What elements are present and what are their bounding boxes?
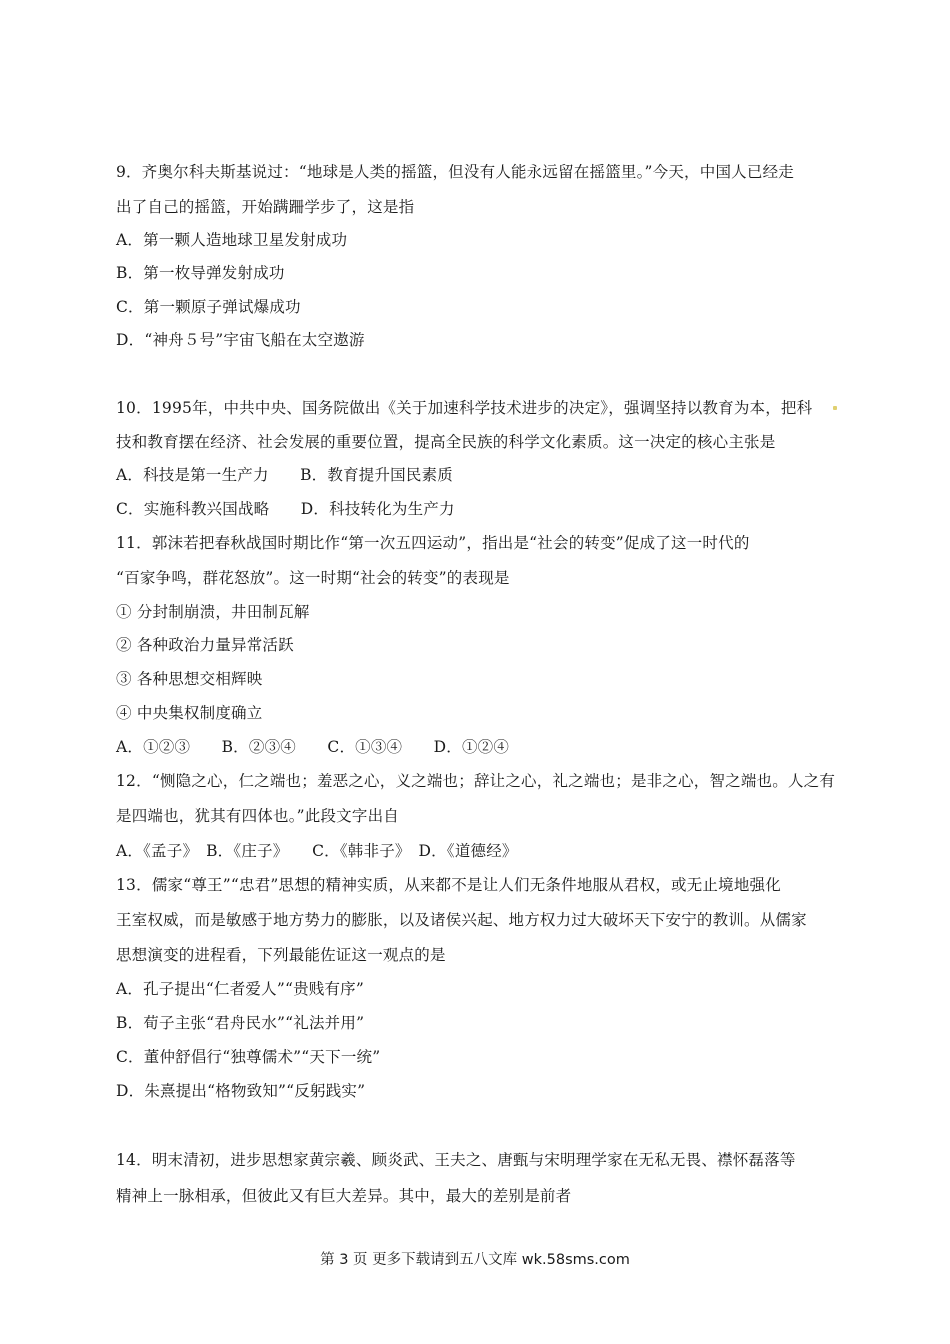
stray-mark xyxy=(833,406,837,410)
q13-stem-line-1: 13．儒家“尊王”“忠君”思想的精神实质，从来都不是让人们无条件地服从君权，或无止境地强化 xyxy=(116,876,781,894)
q11-stem-line-2: “百家争鸣，群花怒放”。这一时期“社会的转变”的表现是 xyxy=(116,569,510,587)
q13-stem-line-2: 王室权威，而是敏感于地方势力的膨胀，以及诸侯兴起、地方权力过大破坏天下安宁的教训。从儒家 xyxy=(116,911,807,929)
q10-options-cd: C．实施科教兴国战略 D．科技转化为生产力 xyxy=(116,500,455,518)
q10-stem-line-2: 技和教育摆在经济、社会发展的重要位置，提高全民族的科学文化素质。这一决定的核心主张是 xyxy=(116,433,776,451)
q13-option-c: C．董仲舒倡行“独尊儒术”“天下一统” xyxy=(116,1048,381,1066)
q11-stem-line-1: 11．郭沫若把春秋战国时期比作“第一次五四运动”，指出是“社会的转变”促成了这一时代的 xyxy=(116,534,750,552)
q12-options: A．《孟子》 B．《庄子》 C．《韩非子》 D．《道德经》 xyxy=(116,842,518,860)
q10-options-ab: A．科技是第一生产力 B．教育提升国民素质 xyxy=(116,466,453,484)
q9-option-a: A．第一颗人造地球卫星发射成功 xyxy=(116,231,348,249)
q14-stem-line-1: 14．明末清初，进步思想家黄宗羲、顾炎武、王夫之、唐甄与宋明理学家在无私无畏、襟怀磊落等 xyxy=(116,1151,796,1169)
q11-item-4: ④ 中央集权制度确立 xyxy=(116,704,263,722)
page-footer: 第 3 页 更多下载请到五八文库 wk.58sms.com xyxy=(320,1252,630,1268)
q13-stem-line-3: 思想演变的进程看，下列最能佐证这一观点的是 xyxy=(116,946,446,964)
q9-option-c: C．第一颗原子弹试爆成功 xyxy=(116,298,301,316)
q9-option-b: B．第一枚导弹发射成功 xyxy=(116,264,285,282)
q11-options: A．①②③ B．②③④ C．①③④ D．①②④ xyxy=(116,738,510,756)
q13-option-a: A．孔子提出“仁者爱人”“贵贱有序” xyxy=(116,980,364,998)
q14-stem-line-2: 精神上一脉相承，但彼此又有巨大差异。其中，最大的差别是前者 xyxy=(116,1187,572,1205)
q9-stem-line-1: 9．齐奥尔科夫斯基说过：“地球是人类的摇篮，但没有人能永远留在摇篮里。”今天，中国人已经走 xyxy=(116,163,794,181)
q11-item-2: ② 各种政治力量异常活跃 xyxy=(116,636,294,654)
q11-item-3: ③ 各种思想交相辉映 xyxy=(116,670,263,688)
q11-item-1: ① 分封制崩溃，井田制瓦解 xyxy=(116,603,310,621)
q9-option-d: D．“神舟５号”宇宙飞船在太空遨游 xyxy=(116,331,365,349)
q13-option-d: D．朱熹提出“格物致知”“反躬践实” xyxy=(116,1082,366,1100)
q10-stem-line-1: 10．1995年，中共中央、国务院做出《关于加速科学技术进步的决定》，强调坚持以教育为本，把科 xyxy=(116,399,813,417)
q12-stem-line-1: 12．“恻隐之心，仁之端也；羞恶之心，义之端也；辞让之心，礼之端也；是非之心，智之端也。人之有 xyxy=(116,772,836,790)
q9-stem-line-2: 出了自己的摇篮，开始蹒跚学步了，这是指 xyxy=(116,198,415,216)
q12-stem-line-2: 是四端也，犹其有四体也。”此段文字出自 xyxy=(116,807,399,825)
q13-option-b: B．荀子主张“君舟民水”“礼法并用” xyxy=(116,1014,365,1032)
